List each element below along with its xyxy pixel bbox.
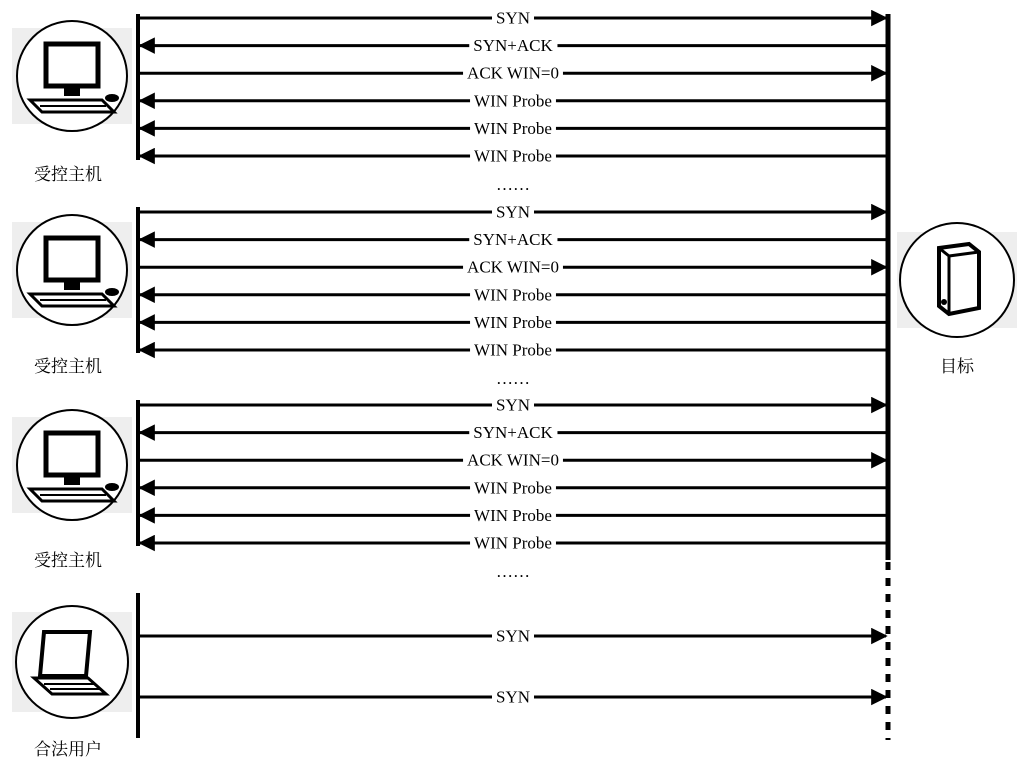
message-label: WIN Probe	[474, 340, 552, 360]
message-label: SYN+ACK	[473, 36, 553, 56]
message-label: SYN	[495, 395, 531, 415]
legit-user-label: 合法用户	[34, 740, 102, 760]
controlled-host-label-1: 受控主机	[34, 165, 102, 185]
message-label: ACK WIN=0	[467, 450, 559, 470]
message-label: WIN Probe	[474, 505, 552, 525]
message-label: WIN Probe	[474, 312, 552, 332]
message-label: SYN	[495, 687, 531, 707]
controlled-host-label-3: 受控主机	[34, 551, 102, 571]
message-label: WIN Probe	[474, 533, 552, 553]
message-label: SYN+ACK	[473, 423, 553, 443]
message-label: SYN+ACK	[473, 230, 553, 250]
message-label: ACK WIN=0	[467, 257, 559, 277]
controlled-host-icon-3	[12, 410, 132, 520]
continuation-ellipsis: ……	[496, 369, 530, 388]
controlled-host-label-2: 受控主机	[34, 357, 102, 377]
message-label: SYN	[495, 8, 531, 28]
message-label: SYN	[495, 626, 531, 646]
message-label: WIN Probe	[474, 146, 552, 166]
message-label: WIN Probe	[474, 118, 552, 138]
message-label: ACK WIN=0	[467, 63, 559, 83]
server-icon	[897, 223, 1017, 337]
controlled-host-icon-2	[12, 215, 132, 325]
message-label: WIN Probe	[474, 478, 552, 498]
continuation-ellipsis: ……	[496, 175, 530, 194]
message-label: WIN Probe	[474, 91, 552, 111]
laptop-icon	[12, 606, 132, 718]
message-label: SYN	[495, 202, 531, 222]
controlled-host-icon-1	[12, 21, 132, 131]
message-arrows	[140, 9, 886, 707]
continuation-ellipsis: ……	[496, 562, 530, 581]
message-label: WIN Probe	[474, 285, 552, 305]
target-label: 目标	[940, 357, 974, 377]
